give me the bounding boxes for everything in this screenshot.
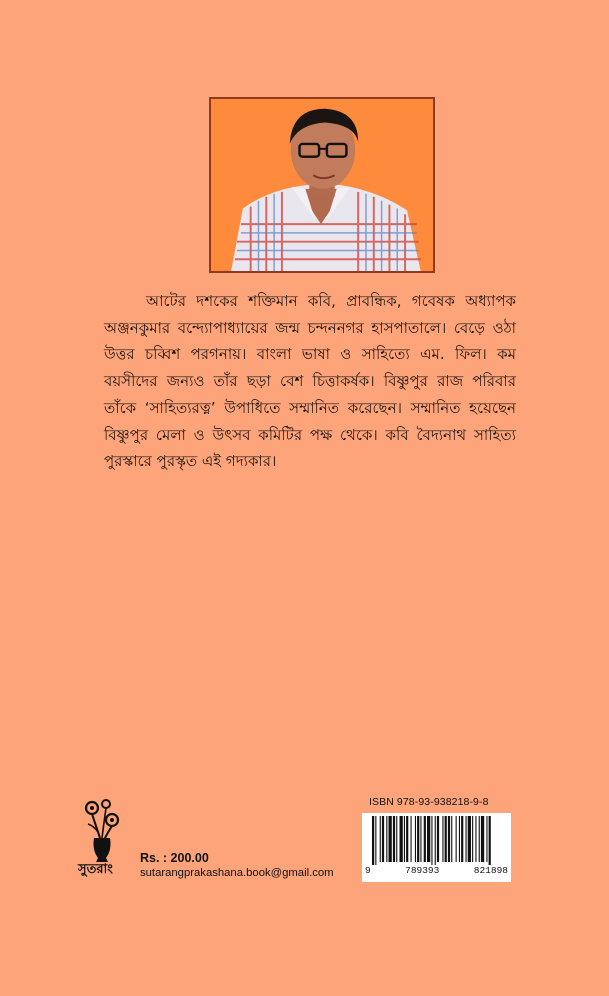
barcode-bar [481,816,484,862]
barcode-bar [372,816,374,865]
barcode-digit-left-group: 789393 [405,865,440,876]
barcode-digit-right-group: 821898 [473,865,508,876]
barcode-bar [396,816,397,862]
barcode-bar [427,816,430,862]
author-portrait-icon [211,99,433,271]
publisher-email: sutarangprakashana.book@gmail.com [140,867,334,879]
barcode-bar [437,816,439,862]
price-label: Rs. : 200.00 [140,851,209,865]
barcode-bar [420,816,421,862]
barcode-bar [445,816,447,862]
author-photo [209,97,435,273]
barcode-bar [486,816,487,862]
barcode-bar [451,816,452,862]
publisher-name: সুতরাং [78,862,113,877]
barcode-bar [380,816,381,862]
barcode-bar [466,816,467,862]
barcode-bar [472,816,473,862]
barcode-bar [417,816,419,862]
isbn-label: ISBN 978-93-93821​8-9-8 [369,796,489,808]
barcode-bar [456,816,457,862]
barcode-bar [448,816,450,862]
barcode-bar [415,816,416,862]
barcode-bar [386,816,387,862]
barcode-bar [442,816,443,862]
author-bio: আটের দশকের শক্তিমান কবি, প্রাবন্ধিক, গবেষক অধ্যাপক অঞ্জনকুমার বন্দ্যোপাধ্যায়ের জন্ম চন্দননগর হাসপাতালে। বেড়ে ওঠা উত্তর চব্বিশ পরগনায়। বাংলা ভাষা ও সাহিত্যে এম. ফিল। কম বয়সীদের জন্যও তাঁর ছড়া বেশ চিত্তাকর্ষক। বিষ্ণুপুর রাজ পরিবার তাঁকে ‘সাহিত্যরত্ন’ উপাধিতে সম্মানিত করেছেন। সম্মানিত হয়েছেন বিষ্ণুপুর মেলা ও উৎসব কমিটির পক্ষ থেকে। কবি বৈদ্যনাথ সাহিত্য পুরস্কারে পুরস্কৃত এই গদ্যকার। [104,292,516,471]
barcode-bar [479,816,480,862]
barcode-bar [435,816,436,865]
barcode-digit-first: 9 [365,865,371,876]
barcode-bar [411,816,412,862]
barcode-bar [424,816,426,862]
barcode-bar [406,816,408,862]
barcode-bar [489,816,491,865]
barcode-bar [404,816,405,862]
barcode-bar [375,816,376,865]
barcode-bar [459,816,460,862]
barcode-bar [461,816,463,862]
barcode-digits [362,865,511,876]
barcode-bar [431,816,432,865]
barcode-bar [382,816,384,862]
barcode-bar [475,816,476,862]
barcode-bar [468,816,471,862]
barcode-bars [362,813,511,865]
barcode-bar [400,816,403,862]
barcode-bar [389,816,392,862]
barcode-bar [393,816,395,862]
isbn-barcode [362,813,511,882]
